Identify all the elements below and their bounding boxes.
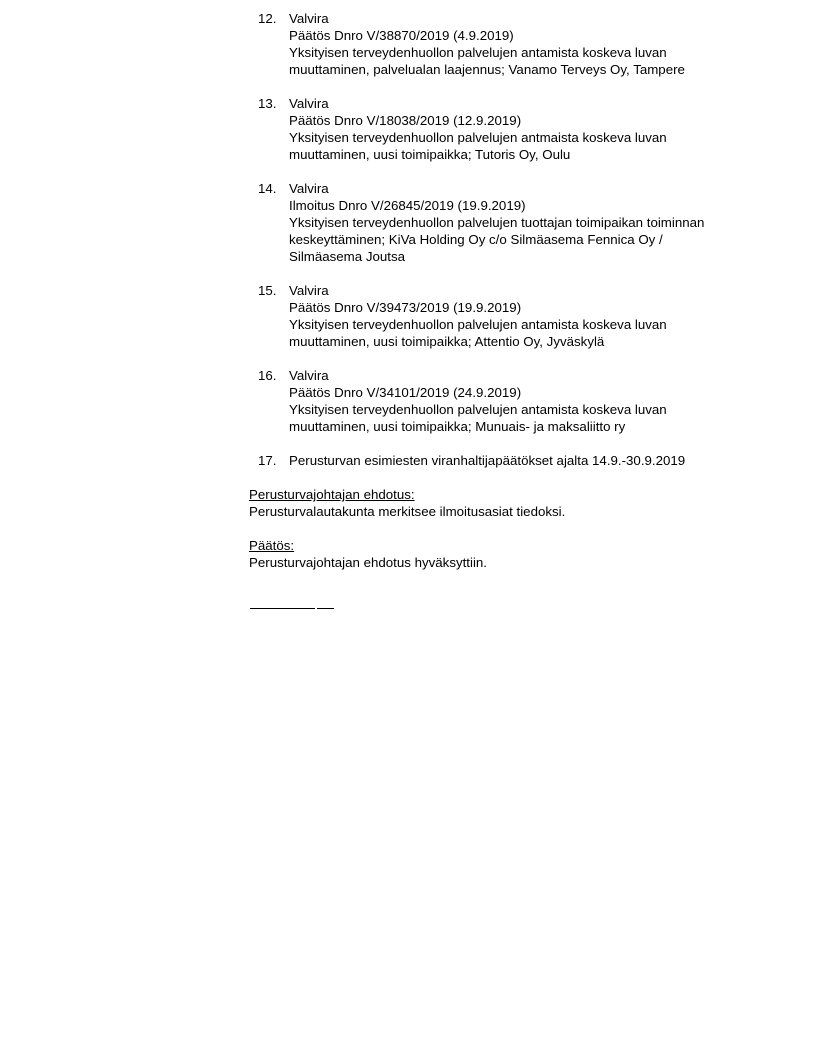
list-item-line: Yksityisen terveydenhuollon palvelujen tuottajan toimipaikan toiminnan <box>289 215 705 230</box>
list-item-17 <box>258 452 789 469</box>
list-item-line: muuttaminen, uusi toimipaikka; Attentio Oy, Jyväskylä <box>289 334 605 349</box>
list-item-line: Yksityisen terveydenhuollon palvelujen antamista koskeva luvan <box>289 402 667 417</box>
list-item-number: 13. <box>258 96 277 111</box>
list-item-line: muuttaminen, uusi toimipaikka; Tutoris Oy, Oulu <box>289 147 571 162</box>
decision-section <box>249 537 789 571</box>
list-item-line: Valvira <box>289 181 329 196</box>
list-item-line: muuttaminen, uusi toimipaikka; Munuais- ja maksaliitto ry <box>289 419 626 434</box>
list-item-line: Päätös Dnro V/18038/2019 (12.9.2019) <box>289 113 522 128</box>
list-item-line: Yksityisen terveydenhuollon palvelujen antamista koskeva luvan <box>289 317 667 332</box>
list-item-line: Valvira <box>289 283 329 298</box>
decision-heading: Päätös: <box>249 538 295 553</box>
list-item-line: Päätös Dnro V/39473/2019 (19.9.2019) <box>289 300 522 315</box>
list-item-line: Silmäasema Joutsa <box>289 249 406 264</box>
list-item-line: Päätös Dnro V/34101/2019 (24.9.2019) <box>289 385 522 400</box>
list-item-number: 12. <box>258 11 277 26</box>
list-item-number: 17. <box>258 453 277 468</box>
list-item-line: Ilmoitus Dnro V/26845/2019 (19.9.2019) <box>289 198 526 213</box>
list-item-line: Perusturvan esimiesten viranhaltijapäätökset ajalta 14.9.-30.9.2019 <box>289 453 686 468</box>
document-content <box>249 10 789 609</box>
list-item-body <box>289 367 789 435</box>
list-item-line: Valvira <box>289 11 329 26</box>
decision-text: Perusturvajohtajan ehdotus hyväksyttiin. <box>249 555 487 570</box>
list-item-16 <box>258 367 789 435</box>
signature-line-segment <box>317 608 334 609</box>
list-item-body <box>289 180 789 265</box>
list-item-line: keskeyttäminen; KiVa Holding Oy c/o Silmäasema Fennica Oy / <box>289 232 663 247</box>
signature-line <box>250 607 789 609</box>
proposal-section <box>249 486 789 520</box>
list-item-body <box>289 282 789 350</box>
list-item-line: Yksityisen terveydenhuollon palvelujen antamista koskeva luvan <box>289 45 667 60</box>
list-item-15 <box>258 282 789 350</box>
list-item-body <box>289 95 789 163</box>
list-item-13 <box>258 95 789 163</box>
signature-line-segment <box>250 608 315 609</box>
list-item-line: Päätös Dnro V/38870/2019 (4.9.2019) <box>289 28 514 43</box>
list-item-line: muuttaminen, palvelualan laajennus; Vanamo Terveys Oy, Tampere <box>289 62 685 77</box>
proposal-heading: Perusturvajohtajan ehdotus: <box>249 487 415 502</box>
list-item-14 <box>258 180 789 265</box>
list-item-number: 14. <box>258 181 277 196</box>
list-item-line: Valvira <box>289 368 329 383</box>
list-item-body <box>289 452 789 469</box>
proposal-text: Perusturvalautakunta merkitsee ilmoitusasiat tiedoksi. <box>249 504 566 519</box>
list-item-line: Yksityisen terveydenhuollon palvelujen antmaista koskeva luvan <box>289 130 667 145</box>
list-item-number: 16. <box>258 368 277 383</box>
list-item-12 <box>258 10 789 78</box>
list-item-body <box>289 10 789 78</box>
list-item-line: Valvira <box>289 96 329 111</box>
list-item-number: 15. <box>258 283 277 298</box>
